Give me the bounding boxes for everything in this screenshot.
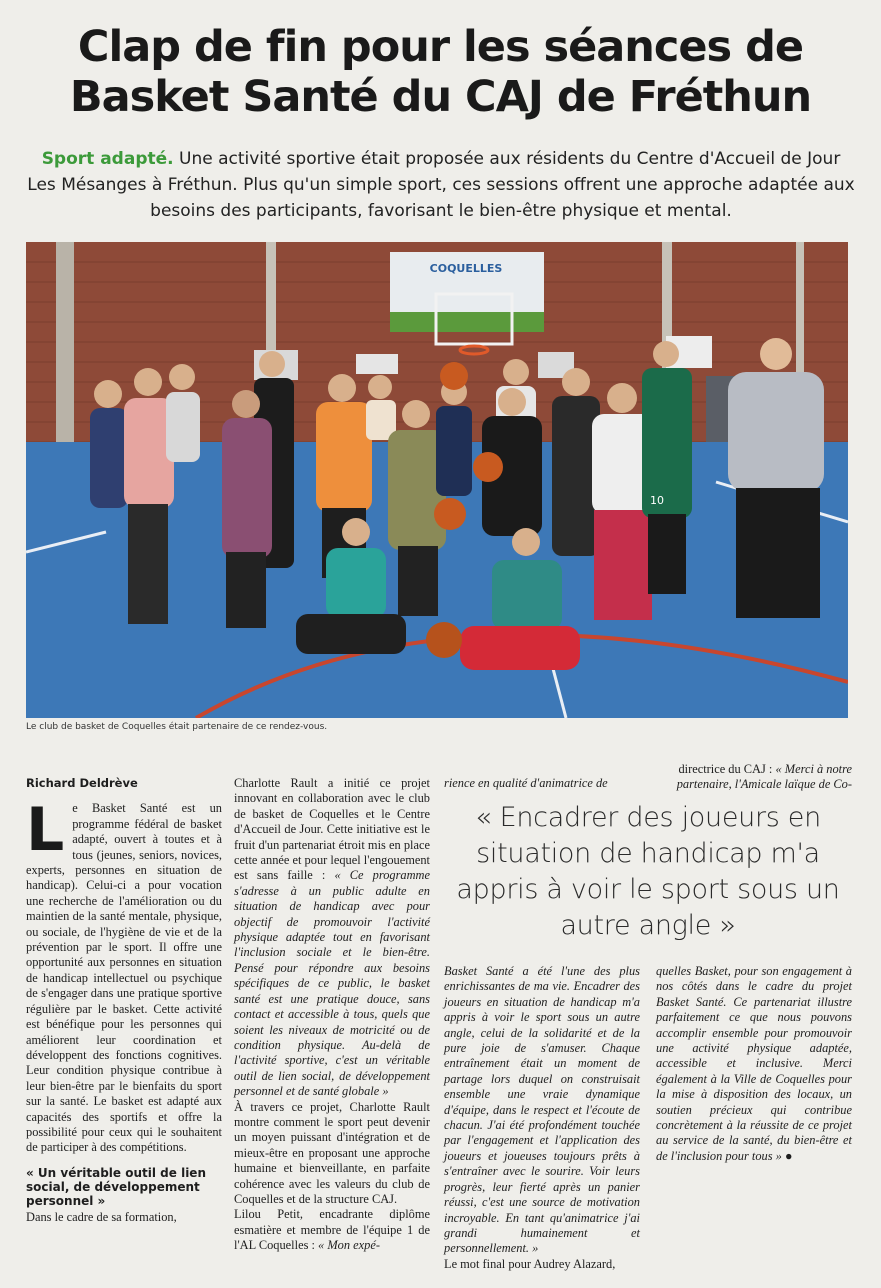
column-2 — [234, 776, 430, 1254]
director-lead: directrice du CAJ : — [678, 762, 776, 776]
team-photo — [26, 242, 848, 718]
quote-program: « Ce programme s'adresse à un public adulte en situation de handicap avec pour objectif de promouvoir l'activité physique adaptée tout en favorisant l'inclusion sociale et le bien-être. Pensé pour répondre aux besoins spécifiques de ce public, le basket santé est une pratique douce, sans contact et accessible à tous, quels que soient les niveaux de motricité ou de condition physique. Au-delà de l'activité sportive, c'est un véritable outil de lien social, de développement personnel et de santé globale » — [234, 868, 430, 1099]
headline: Clap de fin pour les séances de Basket Santé du CAJ de Fréthun — [69, 22, 812, 122]
quote-lilou: Basket Santé a été l'une des plus enrichissantes de ma vie. Encadrer des joueurs en situation de handicap m'a appris à voir le sport sous un autre angle, celui de la solidarité et de la pure joie de s'amuser. Chaque entraînement était un moment de partage lors duquel on construisait ensemble une vraie dynamique d'équipe, dans le respect et l'écoute de chacun. J'ai été profondément touchée par l'engagement et l'application des joueurs et joueuses toujours prêts à s'entraîner avec le sourire. Voir leurs progrès, leur fierté après un panier réussi, c'est une source de motivation incroyable. En tant qu'animatrice j'ai grandi humainement et personnellement. » — [444, 964, 640, 1256]
column-4-top — [656, 762, 852, 793]
banner-text: COQUELLES — [429, 262, 503, 275]
column-4 — [656, 964, 852, 1164]
chapo — [26, 146, 856, 224]
paragraph-lilou: Lilou Petit, encadrante diplôme esmatière et membre de l'équipe 1 de l'AL Coquelles : — [234, 1207, 430, 1253]
drop-cap: L — [26, 795, 65, 866]
quote-director: quelles Basket, pour son engagement à nos côtés dans le cadre du projet Basket Santé. Ce partenariat illustre parfaitement ce que nous pouvons accomplir ensemble pour promouvoir une activité physique adaptée, accessible et inclusive. Merci également à la Ville de Coquelles pour la mise à disposition des locaux, un soutien précieux qui contribue concrètement à la réussite de ce projet au service de la santé, du bien-être et de l'inclusion pour tous » ● — [656, 964, 852, 1163]
paragraph-final-word: Le mot final pour Audrey Alazard, — [444, 1256, 616, 1271]
column-3 — [444, 964, 640, 1272]
subheading: « Un véritable outil de lien social, de développement personnel » — [26, 1165, 206, 1208]
section-kicker: Sport adapté. — [41, 149, 174, 169]
director-quote-start: « Merci à notre partenaire, l'Amicale laïque de Co- — [676, 762, 852, 792]
jersey-number: 10 — [650, 494, 664, 507]
chapo-text: Une activité sportive était proposée aux résidents du Centre d'Accueil de Jour Les Mésanges à Fréthun. Plus qu'un simple sport, ces sessions offrent une approche adaptée aux besoins des participants, favorisant le bien-être physique et mental. — [27, 149, 855, 221]
photo-caption: Le club de basket de Coquelles était partenaire de ce rendez-vous. — [26, 722, 328, 732]
team-photo-illustration — [26, 242, 848, 718]
column-1 — [26, 776, 222, 1225]
paragraph-project: Charlotte Rault a initié ce projet innovant en collaboration avec le club de basket de Coquelles et le Centre d'Accueil de Jour. Cette initiative est le fruit d'un partenariat étroit mis en place cette année et pour lequel l'engouement est sans faille : — [234, 776, 430, 883]
paragraph-formation: Dans le cadre de sa formation, — [26, 1209, 177, 1224]
paragraph-integration: À travers ce projet, Charlotte Rault montre comment le sport peut devenir un moyen puissant d'intégration et de mieux-être en proposant une approche humaine et bienveillante, en parfaite cohérence avec les valeurs du club de Coquelles et de la structure CAJ. — [234, 1099, 430, 1206]
pull-quote: « Encadrer des joueurs en situation de handicap m'a appris à voir le sport sous un autre angle » — [456, 802, 840, 941]
author-byline: Richard Deldrève — [26, 776, 138, 790]
column-3-top: rience en qualité d'animatrice de — [444, 776, 608, 790]
quote-lilou-start: « Mon expé- — [318, 1238, 380, 1253]
paragraph-intro: e Basket Santé est un programme fédéral de basket adapté, ouvert à toutes et à tous (jeunes, seniors, novices, experts, personnes en situation de handicap). Celui-ci a pour vocation une recherche de l'amélioration ou du maintien de la santé mentale, physique, ou sociale, de l'hygiène de vie et de la prévention par le sport. Il offre une opportunité aux personnes en situation de handicap intellectuel ou psychique de s'engager dans une pratique sportive régulière par le basket. Cette activité est bénéfique pour les personnes qui améliorent leur coordination et développent des fonctions cognitives. Leur condition physique contribue à leur bien-être par le bienfaits du sport sur la santé. Le basket est adapté aux capacités des sportifs et offre la possibilité pour ceux qui le souhaitent de participer à des compétitions. — [26, 801, 222, 1155]
